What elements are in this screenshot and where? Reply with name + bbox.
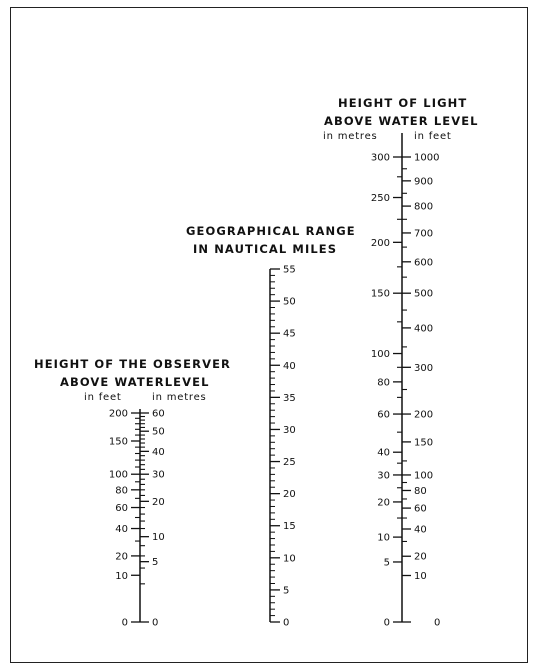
observer-metres-label: 60 — [152, 408, 165, 420]
light-title-line1: HEIGHT OF LIGHT — [338, 96, 468, 110]
observer-metres-label: 20 — [152, 496, 165, 508]
light-feet-label: 300 — [414, 362, 434, 374]
range-label: 25 — [283, 457, 296, 469]
observer-feet-label: 40 — [115, 524, 128, 536]
light-metres-label: 10 — [377, 532, 390, 544]
light-metres-label: 150 — [370, 288, 390, 300]
observer-metres-label: 50 — [152, 426, 165, 438]
light-metres-label: 20 — [377, 497, 390, 509]
light-feet-label: 700 — [414, 228, 434, 240]
observer-unit-metres: in metres — [152, 392, 207, 403]
observer-feet-label: 20 — [115, 551, 128, 563]
light-metres-label: 250 — [370, 193, 390, 205]
observer-metres-label: 40 — [152, 446, 165, 458]
observer-feet-label: 0 — [121, 617, 128, 629]
light-feet-label: 60 — [414, 503, 427, 515]
observer-feet-label: 150 — [108, 436, 128, 448]
light-metres-label: 30 — [377, 470, 390, 482]
range-label: 15 — [283, 521, 296, 533]
observer-feet-label: 10 — [115, 570, 128, 582]
light-unit-feet: in feet — [414, 131, 452, 142]
light-feet-label: 100 — [414, 470, 434, 482]
observer-metres-label: 10 — [152, 532, 165, 544]
observer-feet-label: 60 — [115, 503, 128, 515]
observer-feet-label: 80 — [115, 485, 128, 497]
observer-title-line2: ABOVE WATERLEVEL — [60, 375, 210, 389]
light-feet-label: 800 — [414, 201, 434, 213]
light-feet-label: 20 — [414, 551, 427, 563]
light-feet-label: 150 — [414, 437, 434, 449]
observer-metres-label: 0 — [152, 617, 159, 629]
light-feet-label: 0 — [434, 617, 441, 629]
range-label: 55 — [283, 264, 296, 276]
light-metres-label: 80 — [377, 377, 390, 389]
range-title-line1: GEOGRAPHICAL RANGE — [186, 224, 356, 238]
range-label: 10 — [283, 553, 296, 565]
light-metres-label: 200 — [370, 237, 390, 249]
range-label: 40 — [283, 360, 296, 372]
light-metres-label: 40 — [377, 447, 390, 459]
light-feet-label: 10 — [414, 571, 427, 582]
observer-metres-label: 30 — [152, 469, 165, 481]
light-title-line2: ABOVE WATER LEVEL — [324, 114, 479, 128]
light-feet-label: 900 — [414, 176, 434, 188]
observer-feet-label: 200 — [108, 408, 128, 420]
light-feet-label: 400 — [414, 323, 434, 335]
range-title-line2: IN NAUTICAL MILES — [193, 242, 338, 256]
light-feet-label: 500 — [414, 288, 434, 300]
light-metres-label: 300 — [370, 152, 390, 164]
light-feet-label: 40 — [414, 524, 427, 536]
light-metres-label: 5 — [383, 557, 390, 569]
light-feet-label: 600 — [414, 257, 434, 269]
observer-feet-label: 100 — [108, 469, 128, 481]
range-label: 30 — [283, 424, 296, 436]
range-label: 35 — [283, 392, 296, 404]
range-label: 5 — [283, 585, 290, 597]
light-metres-label: 60 — [377, 409, 390, 421]
light-feet-label: 200 — [414, 409, 434, 421]
observer-unit-feet: in feet — [84, 392, 122, 403]
observer-metres-label: 5 — [152, 557, 159, 569]
light-feet-label: 1000 — [414, 152, 440, 164]
light-metres-label: 100 — [370, 349, 390, 361]
light-unit-metres: in metres — [323, 131, 378, 142]
range-label: 20 — [283, 489, 296, 501]
observer-title-line1: HEIGHT OF THE OBSERVER — [34, 357, 231, 371]
range-label: 0 — [283, 617, 290, 629]
light-metres-label: 0 — [383, 617, 390, 629]
range-label: 50 — [283, 296, 296, 308]
light-feet-label: 80 — [414, 485, 427, 497]
range-label: 45 — [283, 328, 296, 340]
